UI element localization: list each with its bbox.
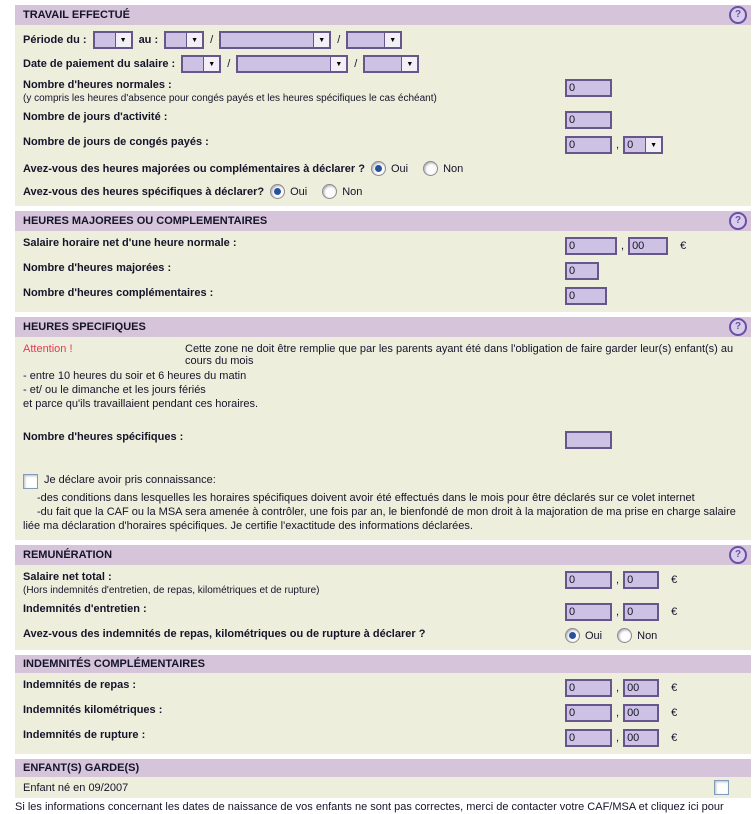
activity-days-input[interactable] xyxy=(565,111,612,129)
section-title-travail: TRAVAIL EFFECTUÉ xyxy=(23,9,130,21)
mileage-allowance-int-input[interactable] xyxy=(565,704,612,722)
section-heures-majorees xyxy=(15,211,751,312)
declaration-checkbox-row xyxy=(23,474,745,489)
help-icon[interactable]: ? xyxy=(729,546,747,564)
section-body-indemnites xyxy=(15,673,751,754)
meal-allowance-dec-input[interactable] xyxy=(623,679,659,697)
decimal-comma: , xyxy=(621,240,625,252)
period-end-day-select[interactable] xyxy=(164,31,204,49)
normal-hours-input[interactable] xyxy=(565,79,612,97)
specifiques-oui-radio[interactable] xyxy=(270,184,285,199)
euro-sign: € xyxy=(680,240,687,252)
section-title-remuneration: REMUNÉRATION xyxy=(23,549,113,561)
complementaires-hours-input[interactable] xyxy=(565,287,607,305)
decimal-comma: , xyxy=(616,574,620,586)
indemnites-oui-radio[interactable] xyxy=(565,628,580,643)
meal-allowance-int-input[interactable] xyxy=(565,679,612,697)
section-indemnites-complementaires xyxy=(15,655,751,754)
specific-hours-input[interactable] xyxy=(565,431,612,449)
condition-item: - et/ ou le dimanche et les jours fériés xyxy=(23,384,206,396)
normal-hours-note: (y compris les heures d'absence pour congés payés et les heures spécifiques le cas échéant) xyxy=(23,93,437,104)
specific-hours-row xyxy=(23,431,745,449)
euro-sign: € xyxy=(671,574,678,586)
net-salary-note: (Hors indemnités d'entretien, de repas, kilométriques et de rupture) xyxy=(23,585,320,596)
majorees-hours-row xyxy=(23,262,745,280)
attention-row xyxy=(23,343,745,367)
section-travail-effectue xyxy=(15,5,751,206)
hourly-wage-row xyxy=(23,237,745,255)
majorees-hours-input[interactable] xyxy=(565,262,599,280)
help-icon[interactable]: ? xyxy=(729,6,747,24)
indemnites-non-label: Non xyxy=(637,629,658,642)
indemnites-non-radio[interactable] xyxy=(617,628,632,643)
declaration-label: Je déclare avoir pris connaissance: xyxy=(44,474,216,486)
help-icon[interactable]: ? xyxy=(729,318,747,336)
child-checkbox[interactable] xyxy=(714,780,729,795)
declaration-items xyxy=(23,491,745,533)
activity-days-row xyxy=(23,111,745,129)
payment-year-select[interactable] xyxy=(363,55,419,73)
section-title-majorees: HEURES MAJOREES OU COMPLEMENTAIRES xyxy=(23,215,268,227)
chevron-down-icon[interactable]: ▼ xyxy=(401,57,417,71)
declaration-item: -des conditions dans lesquelles les horaires spécifiques doivent avoir été effectués dans le mois pour être déclarés sur ce volet internet xyxy=(37,492,695,504)
section-enfants-gardes xyxy=(15,759,751,798)
maintenance-allowance-label: Indemnités d'entretien : xyxy=(23,603,147,615)
hourly-wage-label: Salaire horaire net d'une heure normale : xyxy=(23,237,237,249)
section-header-indemnites xyxy=(15,655,751,673)
chevron-down-icon[interactable]: ▼ xyxy=(115,33,131,47)
meal-allowance-label: Indemnités de repas : xyxy=(23,679,137,691)
severance-allowance-dec-input[interactable] xyxy=(623,729,659,747)
period-start-day-select[interactable] xyxy=(93,31,133,49)
section-body-remuneration xyxy=(15,565,751,650)
indemnites-oui-label: Oui xyxy=(585,629,603,642)
question-indemnites-row xyxy=(23,628,745,643)
question-specifiques-row xyxy=(23,184,745,199)
net-salary-int-input[interactable] xyxy=(565,571,612,589)
payment-day-select[interactable] xyxy=(181,55,221,73)
section-header-specifiques xyxy=(15,317,751,337)
child-label: Enfant né en 09/2007 xyxy=(23,781,129,794)
majorees-non-radio[interactable] xyxy=(423,161,438,176)
attention-label: Attention ! xyxy=(23,343,73,355)
majorees-non-label: Non xyxy=(443,162,464,175)
mileage-allowance-row xyxy=(23,704,745,722)
hourly-wage-dec-input[interactable] xyxy=(628,237,668,255)
severance-allowance-label: Indemnités de rupture : xyxy=(23,729,146,741)
birthdate-notice-text: Si les informations concernant les dates de naissance de vos enfants ne sont pas correctes, merci de contacter votre CAF/MSA et cliquez ici pour xyxy=(15,801,724,813)
net-salary-row xyxy=(23,571,745,596)
section-title-enfants: ENFANT(S) GARDE(S) xyxy=(23,762,140,774)
euro-sign: € xyxy=(671,732,678,744)
chevron-down-icon[interactable]: ▼ xyxy=(186,33,202,47)
paid-leave-days-input[interactable] xyxy=(565,136,612,154)
meal-allowance-row xyxy=(23,679,745,697)
date-separator: / xyxy=(354,58,358,70)
maintenance-allowance-int-input[interactable] xyxy=(565,603,612,621)
section-title-indemnites: INDEMNITÉS COMPLÉMENTAIRES xyxy=(23,658,205,670)
paid-leave-days-label: Nombre de jours de congés payés : xyxy=(23,136,209,148)
question-specifiques-label: Avez-vous des heures spécifiques à déclarer? xyxy=(23,185,265,198)
section-body-specifiques xyxy=(15,337,751,540)
chevron-down-icon[interactable]: ▼ xyxy=(330,57,346,71)
payment-month-select[interactable] xyxy=(236,55,348,73)
section-title-specifiques: HEURES SPECIFIQUES xyxy=(23,321,146,333)
specifiques-non-radio[interactable] xyxy=(322,184,337,199)
severance-allowance-int-input[interactable] xyxy=(565,729,612,747)
euro-sign: € xyxy=(671,707,678,719)
condition-item: - entre 10 heures du soir et 6 heures du matin xyxy=(23,370,247,382)
specifiques-oui-label: Oui xyxy=(290,185,308,198)
euro-sign: € xyxy=(671,682,678,694)
section-header-travail xyxy=(15,5,751,25)
complementaires-hours-label: Nombre d'heures complémentaires : xyxy=(23,287,214,299)
section-header-enfants xyxy=(15,759,751,777)
question-majorees-label: Avez-vous des heures majorées ou complémentaires à déclarer ? xyxy=(23,162,365,175)
activity-days-label: Nombre de jours d'activité : xyxy=(23,111,168,123)
mileage-allowance-dec-input[interactable] xyxy=(623,704,659,722)
attention-text: Cette zone ne doit être remplie que par les parents ayant été dans l'obligation de faire garder leur(s) enfant(s) au cours du mois xyxy=(185,343,734,367)
section-heures-specifiques xyxy=(15,317,751,540)
paid-leave-decimal-select[interactable]: 0 ▼ xyxy=(623,136,663,154)
specifiques-non-label: Non xyxy=(342,185,363,198)
complementaires-hours-row xyxy=(23,287,745,305)
decimal-comma: , xyxy=(616,732,620,744)
section-body-majorees xyxy=(15,231,751,312)
euro-sign: € xyxy=(671,606,678,618)
period-to-label: au : xyxy=(138,34,159,46)
date-separator: / xyxy=(337,34,341,46)
question-indemnites-label: Avez-vous des indemnités de repas, kilométriques ou de rupture à déclarer ? xyxy=(23,628,426,640)
period-end-month-select[interactable] xyxy=(219,31,331,49)
condition-item: et parce qu'ils travaillaient pendant ces horaires. xyxy=(23,398,259,410)
majorees-hours-label: Nombre d'heures majorées : xyxy=(23,262,172,274)
declaration-item: -du fait que la CAF ou la MSA sera amenée à contrôler, une fois par an, le bienfondé de mon droit à la majoration de ma prise en charge salaire liée ma déclaration d'horaires spécifiques. Je certifie l'exactitude des informations déclarées. xyxy=(23,506,736,532)
section-body-travail xyxy=(15,25,751,206)
section-body-enfants xyxy=(15,777,751,798)
paid-leave-days-row xyxy=(23,136,745,154)
section-remuneration xyxy=(15,545,751,650)
period-from-label: Période du : xyxy=(23,34,87,46)
question-majorees-row xyxy=(23,161,745,176)
period-row xyxy=(23,31,745,49)
decimal-comma: , xyxy=(616,682,620,694)
specific-hours-label: Nombre d'heures spécifiques : xyxy=(23,431,184,443)
payment-date-label: Date de paiement du salaire : xyxy=(23,58,176,70)
decimal-comma: , xyxy=(616,139,620,151)
date-separator: / xyxy=(227,58,231,70)
net-salary-label: Salaire net total : xyxy=(23,571,112,583)
help-icon[interactable]: ? xyxy=(729,212,747,230)
declaration-checkbox[interactable] xyxy=(23,474,38,489)
decimal-comma: , xyxy=(616,606,620,618)
hourly-wage-int-input[interactable] xyxy=(565,237,617,255)
severance-allowance-row xyxy=(23,729,745,747)
child-row xyxy=(23,780,745,795)
normal-hours-label: Nombre d'heures normales : xyxy=(23,79,172,91)
chevron-down-icon[interactable]: ▼ xyxy=(384,33,400,47)
maintenance-allowance-row xyxy=(23,603,745,621)
date-separator: / xyxy=(210,34,214,46)
chevron-down-icon[interactable]: ▼ xyxy=(645,138,661,152)
payment-date-row xyxy=(23,55,745,73)
specific-hours-conditions xyxy=(23,369,745,411)
mileage-allowance-label: Indemnités kilométriques : xyxy=(23,704,163,716)
maintenance-allowance-dec-input[interactable] xyxy=(623,603,659,621)
majorees-oui-radio[interactable] xyxy=(371,161,386,176)
normal-hours-row xyxy=(23,79,745,104)
section-header-remuneration xyxy=(15,545,751,565)
chevron-down-icon[interactable]: ▼ xyxy=(313,33,329,47)
section-header-majorees xyxy=(15,211,751,231)
period-end-year-select[interactable] xyxy=(346,31,402,49)
majorees-oui-label: Oui xyxy=(390,162,409,175)
decimal-comma: , xyxy=(616,707,620,719)
net-salary-dec-input[interactable] xyxy=(623,571,659,589)
chevron-down-icon[interactable]: ▼ xyxy=(203,57,219,71)
